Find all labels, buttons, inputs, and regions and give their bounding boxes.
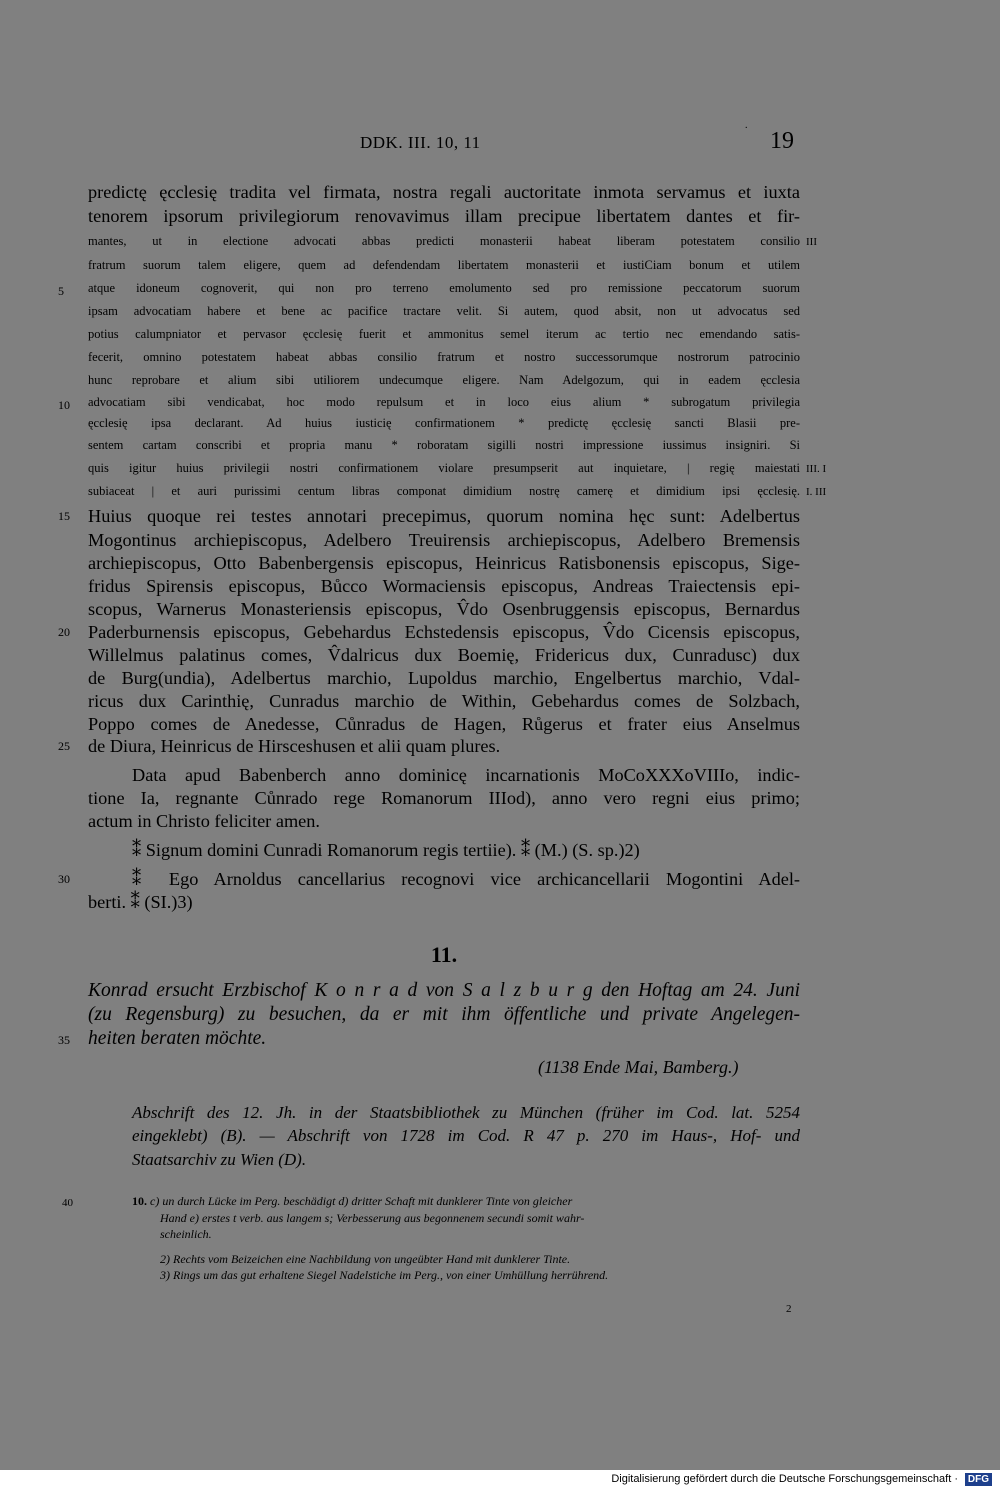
text-line: ⁑ Ego Arnoldus cancellarius recognovi vice archicancellarii Mogontini Adel- [132, 869, 800, 889]
footnote-numbered: 2) Rechts vom Beizeichen eine Nachbildung von ungeübter Hand mit dunklerer Tinte. [160, 1252, 571, 1266]
text-line: advocatiam sibi vendicabat, hoc modo repulsum et in loco eius alium * subrogatum privilegia [88, 395, 800, 409]
running-header-title: DDK. III. 10, 11 [360, 133, 481, 152]
line-number: 30 [58, 872, 70, 886]
text-line: Paderburnensis episcopus, Gebehardus Echstedensis episcopus, V̂do Cicensis episcopus, [88, 622, 800, 642]
line-number: 5 [58, 284, 64, 298]
text-line: Data apud Babenberch anno dominicę incarnationis MoCoXXXoVIIIo, indic- [132, 765, 800, 785]
regest-line: heiten beraten möchte. [88, 1028, 267, 1049]
text-line: ęcclesię ipsa declarant. Ad huius iusticię confirmationem * predictę ęcclesię sancti Blasii pre- [88, 416, 800, 430]
footnote-line [132, 1194, 572, 1209]
footnote-text: c) un durch Lücke im Perg. beschädigt d) dritter Schaft mit dunklerer Tinte von gleicher [150, 1194, 573, 1208]
regest-date: (1138 Ende Mai, Bamberg.) [538, 1057, 739, 1077]
text-line: Poppo comes de Anedesse, Cůnradus de Hagen, Růgerus et frater eius Anselmus [88, 714, 800, 734]
text-line: quis igitur huius privilegii nostri confirmationem violare presumpserit aut inquietare, | regię maiestati [88, 461, 800, 475]
text-line: de Diura, Heinricus de Hirsceshusen et alii quam plures. [88, 736, 501, 756]
text-line: ⁑ Signum domini Cunradi Romanorum regis tertiie). ⁑ (M.) (S. sp.)2) [132, 840, 640, 860]
line-number: 20 [58, 625, 70, 639]
text-line: tenorem ipsorum privilegiorum renovavimus illam precipue libertatem dantes et fir- [88, 206, 800, 226]
text-line: ipsam advocatiam habere et bene ac pacifice tractare velit. Si autem, quod absit, non ut advocatus sed [88, 304, 800, 318]
text-line: Mogontinus archiepiscopus, Adelbero Treuirensis archiepiscopus, Adelbero Bremensis [88, 530, 800, 550]
text-line: de Burg(undia), Adelbertus marchio, Lupoldus marchio, Engelbertus marchio, Vdal- [88, 668, 800, 688]
margin-note: I. III [806, 486, 827, 498]
source-line: Staatsarchiv zu Wien (D). [132, 1150, 307, 1169]
footnote-numbered: 3) Rings um das gut erhaltene Siegel Nadelstiche im Perg., von einer Umhüllung herrührend. [160, 1268, 609, 1282]
text-line: ricus dux Carinthię, Cunradus marchio de Within, Gebehardus comes de Solzbach, [88, 691, 800, 711]
footnote-line: scheinlich. [160, 1227, 212, 1241]
text-line: hunc reprobare et alium sibi utiliorem undecumque eligere. Nam Adelgozum, qui in eadem ęcclesia [88, 373, 800, 387]
footnote-doc-ref: 10. [132, 1194, 147, 1208]
text-line: mantes, ut in electione advocati abbas predicti monasterii habeat liberam potestatem consilio [88, 234, 800, 248]
text-line: actum in Christo feliciter amen. [88, 811, 320, 831]
document-number: 11. [430, 942, 458, 967]
text-line: Willelmus palatinus comes, V̂dalricus dux Boemię, Fridericus dux, Cunradusc) dux [88, 645, 800, 665]
text-line: scopus, Warnerus Monasteriensis episcopus, V̂do Osenbruggensis episcopus, Bernardus [88, 599, 800, 619]
text-line: fratrum suorum talem eligere, quem ad defendendam libertatem monasterii et iustiCiam bonum et utilem [88, 258, 800, 272]
text-line: archiepiscopus, Otto Babenbergensis episcopus, Heinricus Ratisbonensis episcopus, Sige- [88, 553, 800, 573]
text-line: fridus Spirensis episcopus, Bůcco Wormaciensis episcopus, Andreas Traiectensis epi- [88, 576, 800, 596]
signature-mark: 2 [786, 1303, 792, 1315]
text-line: tione Ia, regnante Cůnrado rege Romanorum IIIod), anno vero regni eius primo; [88, 788, 800, 808]
footnote-line: Hand e) erstes t verb. aus langem s; Verbesserung aus begonnenem secundi somit wahr- [160, 1211, 585, 1225]
line-number: 35 [58, 1033, 70, 1047]
regest-line: Konrad ersucht Erzbischof K o n r a d von S a l z b u r g den Hoftag am 24. Juni [88, 980, 800, 1001]
text-line: Huius quoque rei testes annotari precepimus, quorum nomina hęc sunt: Adelbertus [88, 506, 800, 526]
regest-line: (zu Regensburg) zu besuchen, da er mit ihm öffentliche und private Angelegen- [88, 1004, 800, 1025]
dfg-logo: DFG [965, 1473, 992, 1486]
page-number: 19 [770, 128, 794, 154]
text-line: berti. ⁑ (SI.)3) [88, 892, 193, 912]
text-line: atque idoneum cognoverit, qui non pro terreno emolumento sed pro remissione peccatorum suorum [88, 281, 800, 295]
text-line: fecerit, omnino potestatem habeat abbas consilio fratrum et nostro successorumque nostrorum patrocinio [88, 350, 800, 364]
line-number: 15 [58, 509, 70, 523]
source-line: Abschrift des 12. Jh. in der Staatsbibliothek zu München (früher im Cod. lat. 5254 [132, 1103, 800, 1122]
text-line: sentem cartam conscribi et propria manu * roboratam sigilli nostri impressione iussimus insigniri. Si [88, 438, 800, 452]
line-number: 25 [58, 739, 70, 753]
source-line: eingeklebt) (B). — Abschrift von 1728 im Cod. R 47 p. 270 im Haus-, Hof- und [132, 1126, 800, 1145]
line-number: 10 [58, 398, 70, 412]
text-line: potius calumpniator et pervasor ęcclesię fuerit et ammonitus semel iterum ac tertio nec emendando satis- [88, 327, 800, 341]
header-tick: . [745, 120, 748, 131]
margin-note: III. I [806, 463, 827, 475]
text-line: subiaceat | et auri purissimi centum libras componat dimidium nostrę camerę et dimidium ipsi ęcclesię. [88, 484, 800, 498]
line-number: 40 [62, 1197, 73, 1209]
funding-bar [0, 1470, 1000, 1489]
margin-note: III [806, 236, 817, 248]
text-line: predictę ęcclesię tradita vel firmata, nostra regali auctoritate inmota servamus et iuxta [88, 182, 800, 202]
funding-text: Digitalisierung gefördert durch die Deutsche Forschungsgemeinschaft · [611, 1473, 958, 1485]
